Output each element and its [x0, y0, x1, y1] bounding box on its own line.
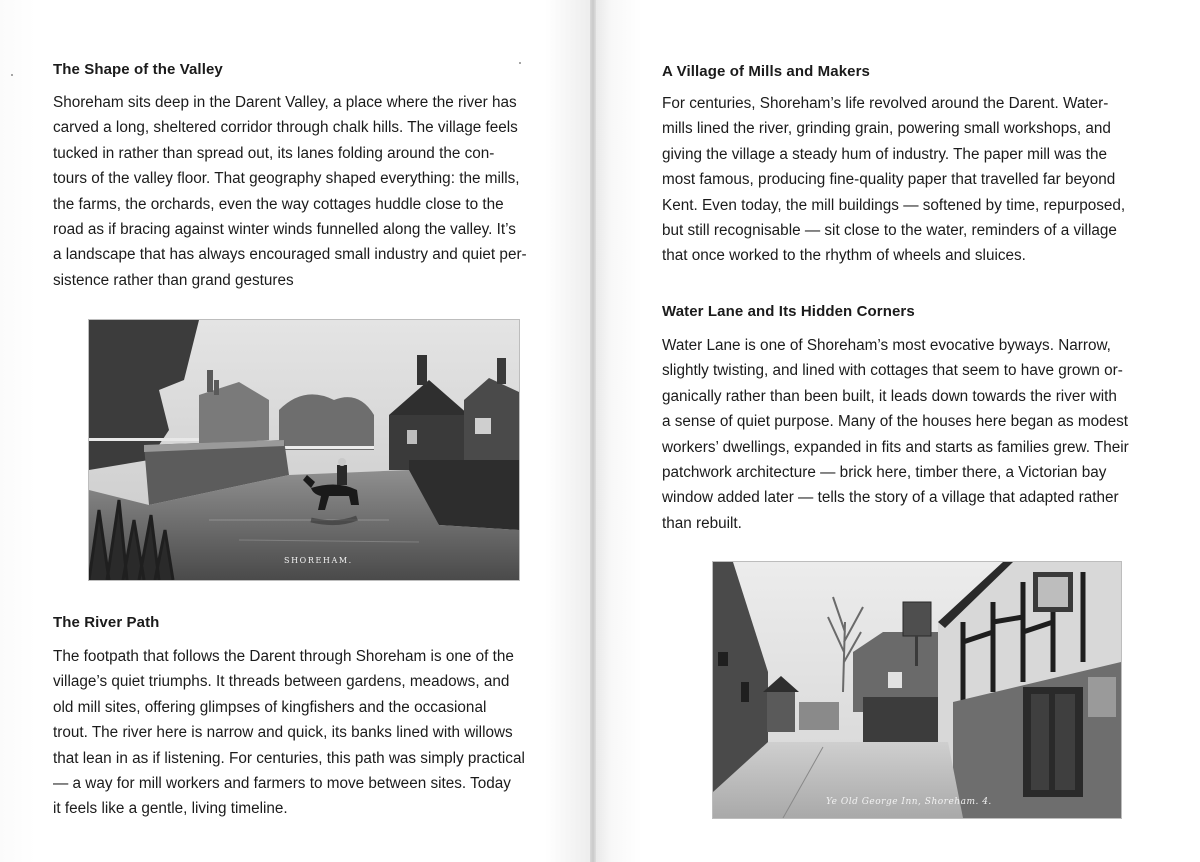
- text-line: carved a long, sheltered corridor through chalk hills. The village feels: [53, 119, 518, 137]
- book-gutter: [590, 0, 596, 862]
- text-line: the farms, the orchards, even the way cottages huddle close to the: [53, 195, 504, 213]
- text-line: old mill sites, offering glimpses of kingfishers and the occasional: [53, 698, 487, 716]
- text-line: road as if bracing against winter winds funnelled along the valley. It’s: [53, 221, 516, 239]
- paragraph-river-path: [53, 644, 525, 822]
- text-line: workers’ dwellings, expanded in fits and starts as families grew. Their: [662, 438, 1129, 456]
- text-line: For centuries, Shoreham’s life revolved around the Darent. Water-: [662, 95, 1109, 112]
- text-line: Shoreham sits deep in the Darent Valley, a place where the river has: [53, 94, 517, 111]
- heading-river-path: The River Path: [53, 614, 160, 631]
- text-line: village’s quiet triumphs. It threads between gardens, meadows, and: [53, 673, 510, 691]
- photo-caption: SHOREHAM.: [284, 556, 353, 565]
- text-line: — a way for mill workers and farmers to move between sites. Today: [53, 775, 511, 793]
- photo-river-scene: [89, 320, 519, 580]
- photo-street-scene: [713, 562, 1121, 818]
- text-line: than rebuilt.: [662, 514, 742, 532]
- heading-water-lane: Water Lane and Its Hidden Corners: [662, 303, 915, 320]
- text-line: a sense of quiet purpose. Many of the houses here began as modest: [662, 413, 1129, 431]
- heading-shape-of-valley: The Shape of the Valley: [53, 61, 223, 78]
- paragraph-shape-of-valley: [53, 90, 527, 293]
- paper-speck: [519, 62, 521, 64]
- text-line: Kent. Even today, the mill buildings — softened by time, repurposed,: [662, 196, 1126, 214]
- text-line: slightly twisting, and lined with cottages that seem to have grown or-: [662, 362, 1123, 380]
- photo-caption: Ye Old George Inn, Shoreham. 4.: [826, 797, 992, 807]
- photo-ye-old-george-inn: [713, 562, 1121, 818]
- text-line: mills lined the river, grinding grain, powering small workshops, and: [662, 120, 1111, 138]
- paper-speck: [11, 74, 13, 76]
- paragraph-mills-and-makers: [662, 91, 1125, 269]
- text-line: window added later — tells the story of a village that adapted rather: [662, 489, 1119, 507]
- text-line: tucked in rather than spread out, its lanes folding around the con-: [53, 144, 495, 162]
- text-line: patchwork architecture — brick here, timber there, a Victorian bay: [662, 464, 1107, 482]
- text-line: but still recognisable — sit close to the water, reminders of a village: [662, 222, 1117, 240]
- photo-shoreham-river: [89, 320, 519, 580]
- text-line: a landscape that has always encouraged small industry and quiet per-: [53, 246, 527, 264]
- text-line: ganically rather than been built, it leads down towards the river with: [662, 387, 1117, 405]
- text-line: it feels like a gentle, living timeline.: [53, 800, 288, 818]
- text-line: that once worked to the rhythm of wheels and sluices.: [662, 247, 1026, 265]
- text-line: sistence rather than grand gestures: [53, 271, 294, 289]
- text-line: giving the village a steady hum of industry. The paper mill was the: [662, 145, 1107, 163]
- text-line: tours of the valley floor. That geography shaped everything: the mills,: [53, 170, 520, 188]
- text-line: Water Lane is one of Shoreham’s most evocative byways. Narrow,: [662, 337, 1111, 354]
- heading-mills-and-makers: A Village of Mills and Makers: [662, 63, 870, 80]
- text-line: The footpath that follows the Darent through Shoreham is one of the: [53, 648, 514, 665]
- text-line: most famous, producing fine-quality paper that travelled far beyond: [662, 171, 1116, 189]
- text-line: that lean in as if listening. For centuries, this path was simply practical: [53, 749, 525, 767]
- paragraph-water-lane: [662, 333, 1129, 536]
- text-line: trout. The river here is narrow and quick, its banks lined with willows: [53, 724, 513, 742]
